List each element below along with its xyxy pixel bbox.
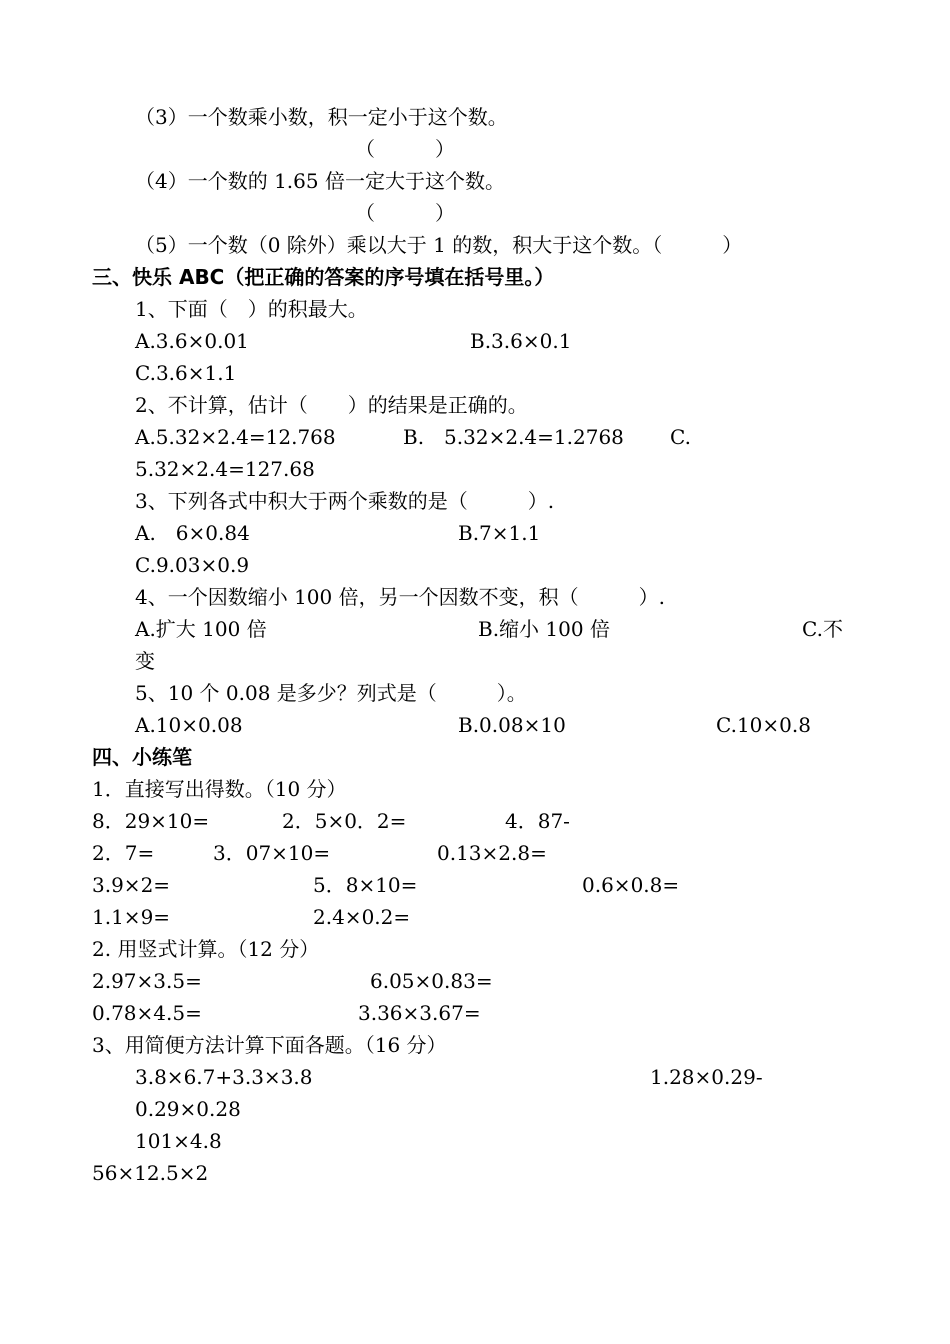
calc-item: 3．07×10= [213,841,331,865]
section-heading-3: 三、快乐 ABC（把正确的答案的序号填在括号里。） [92,265,555,289]
calc-item: 5．8×10= [313,873,418,897]
option-b: B.3.6×0.1 [470,329,572,353]
calc-item: 0.6×0.8= [582,873,680,897]
calc-item: 8．29×10= [92,809,210,833]
choice-question-4: 4、一个因数缩小 100 倍，另一个因数不变，积（ ）. [135,585,665,609]
option-c-label: C. [670,425,691,449]
option-a: A.5.32×2.4=12.768 [135,425,336,449]
option-a: A.10×0.08 [135,713,243,737]
choice-question-2: 2、不计算，估计（ ）的结果是正确的。 [135,393,528,417]
option-b: B. 5.32×2.4=1.2768 [403,425,624,449]
practice-3-title: 3、用简便方法计算下面各题。（16 分） [92,1033,447,1057]
option-a: A.3.6×0.01 [135,329,249,353]
calc-item: 2．7= [92,841,155,865]
option-b: B.缩小 100 倍 [478,617,610,641]
practice-1-title: 1．直接写出得数。（10 分） [92,777,347,801]
calc-item: 0.13×2.8= [437,841,547,865]
judge-item-5: （5）一个数（0 除外）乘以大于 1 的数，积大于这个数。（ ） [135,233,743,257]
judge-item-4: （4）一个数的 1.65 倍一定大于这个数。 [135,169,505,193]
calc-item: 4．87- [505,809,570,833]
calc-item: 56×12.5×2 [92,1161,209,1185]
choice-question-3: 3、下列各式中积大于两个乘数的是（ ）. [135,489,555,513]
calc-item: 0.78×4.5= [92,1001,202,1025]
judge-item-3: （3）一个数乘小数，积一定小于这个数。 [135,105,508,129]
option-a: A.扩大 100 倍 [135,617,267,641]
calc-item: 3.8×6.7+3.3×3.8 [135,1065,313,1089]
option-c: C.9.03×0.9 [135,553,250,577]
calc-item-continued: 0.29×0.28 [135,1097,241,1121]
section-heading-4: 四、小练笔 [92,745,192,769]
choice-question-1: 1、下面（ ）的积最大。 [135,297,368,321]
option-c-text: 5.32×2.4=127.68 [135,457,315,481]
calc-item: 2．5×0．2= [282,809,407,833]
option-b: B.7×1.1 [458,521,541,545]
option-c-label: C.不 [802,617,843,641]
calc-item: 2.97×3.5= [92,969,202,993]
option-c: C.10×0.8 [716,713,811,737]
calc-item: 101×4.8 [135,1129,222,1153]
option-c-text: 变 [135,649,155,673]
calc-item: 2.4×0.2= [313,905,411,929]
calc-item: 3.9×2= [92,873,171,897]
answer-blank[interactable]: （ ） [355,137,455,161]
option-b: B.0.08×10 [458,713,566,737]
calc-item: 1.1×9= [92,905,171,929]
practice-2-title: 2. 用竖式计算。（12 分） [92,937,320,961]
calc-item: 6.05×0.83= [370,969,493,993]
answer-blank[interactable]: （ ） [355,201,455,225]
calc-item: 1.28×0.29- [650,1065,763,1089]
choice-question-5: 5、10 个 0.08 是多少？列式是（ ）。 [135,681,527,705]
option-c: C.3.6×1.1 [135,361,237,385]
calc-item: 3.36×3.67= [358,1001,481,1025]
option-a: A. 6×0.84 [135,521,250,545]
